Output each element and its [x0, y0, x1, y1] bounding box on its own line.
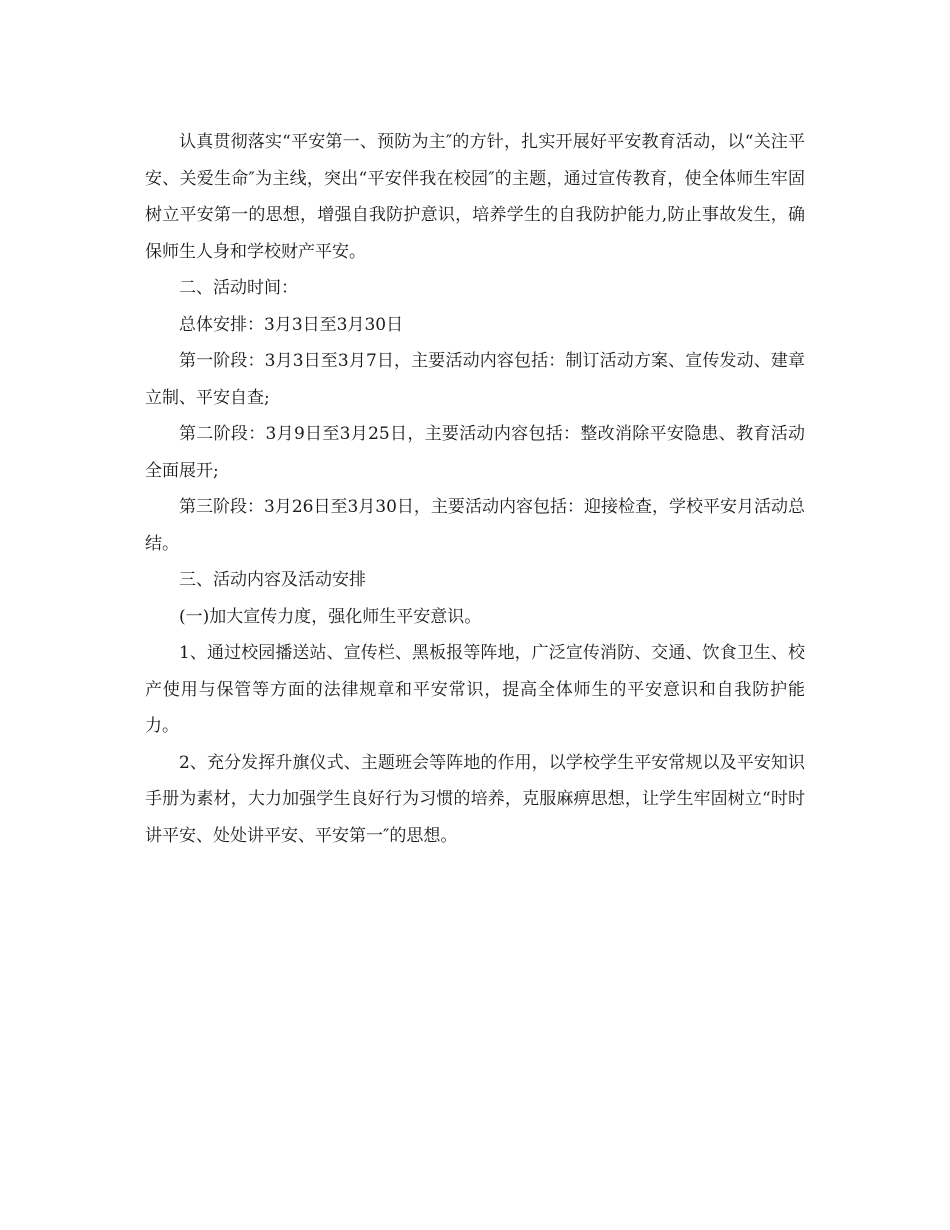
- paragraph-guiding-principle: 认真贯彻落实“平安第一、预防为主″的方针，扎实开展好平安教育活动，以“关注平安、关爱生命″为主线，突出“平安伴我在校园″的主题，通过宣传教育，使全体师生牢固树立平安第一的思想，增强自我防护意识，培养学生的自我防护能力,防止事故发生，确保师生人身和学校财产平安。: [145, 132, 805, 262]
- subsection-heading-publicity: (一)加大宣传力度，强化师生平安意识。: [179, 606, 482, 627]
- paragraph-item-1: 1、通过校园播送站、宣传栏、黑板报等阵地，广泛宣传消防、交通、饮食卫生、校产使用与保管等方面的法律规章和平安常识，提高全体师生的平安意识和自我防护能力。: [145, 643, 805, 736]
- document-body: [145, 124, 805, 854]
- paragraph-phase-one: 第一阶段：3月3日至3月7日，主要活动内容包括：制订活动方案、宣传发动、建章立制、平安自查;: [145, 351, 805, 408]
- paragraph-phase-three: 第三阶段：3月26日至3月30日，主要活动内容包括：迎接检查，学校平安月活动总结。: [145, 497, 805, 554]
- paragraph-phase-two: 第二阶段：3月9日至3月25日，主要活动内容包括：整改消除平安隐患、教育活动全面展开;: [145, 424, 805, 481]
- section-heading-activity-time: 二、活动时间：: [179, 278, 298, 298]
- paragraph-overall-schedule: 总体安排：3月3日至3月30日: [179, 314, 404, 335]
- section-heading-activity-content: 三、活动内容及活动安排: [179, 570, 366, 590]
- paragraph-item-2: 2、充分发挥升旗仪式、主题班会等阵地的作用，以学校学生平安常规以及平安知识手册为素材，大力加强学生良好行为习惯的培养，克服麻痹思想，让学生牢固树立“时时讲平安、处处讲平安、平安第一″的思想。: [145, 752, 805, 846]
